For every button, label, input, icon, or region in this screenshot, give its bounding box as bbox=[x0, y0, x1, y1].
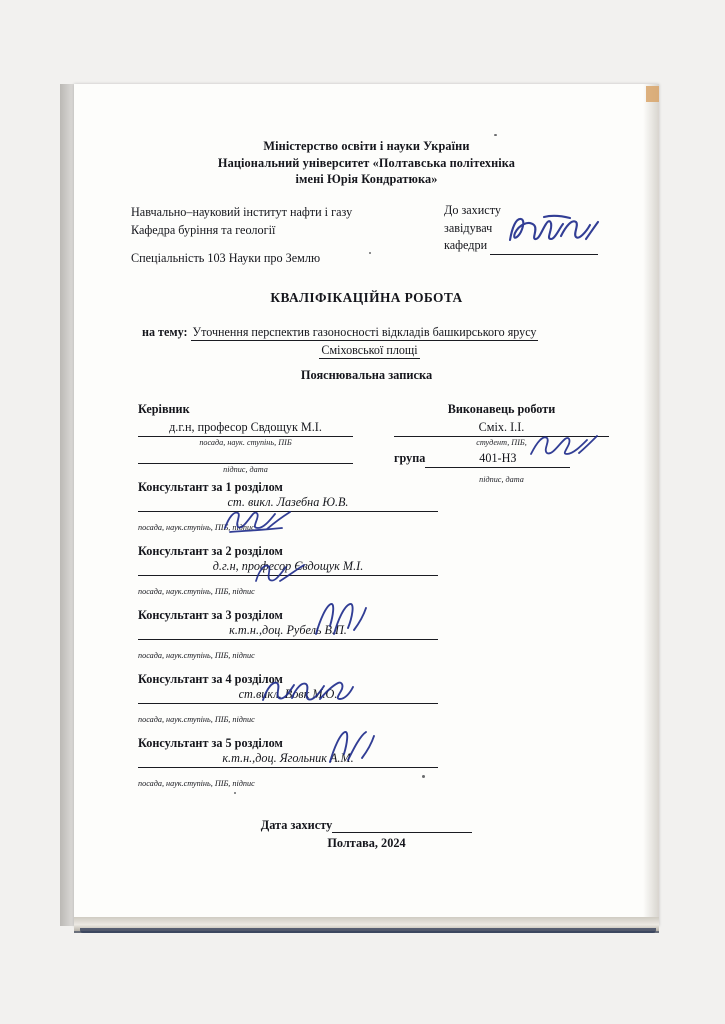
topic-label: на тему: bbox=[142, 325, 188, 339]
consultant-4-heading: Консультант за 4 розділом bbox=[138, 672, 283, 686]
consultant-1-caption: посада, наук.ступінь, ПІБ, підпис bbox=[138, 523, 255, 532]
consultant-5-heading: Консультант за 5 розділом bbox=[138, 736, 283, 750]
approval-signature-line bbox=[490, 241, 598, 255]
header-line-1: Міністерство освіти і науки України bbox=[263, 139, 470, 153]
performer-group-row bbox=[394, 451, 609, 468]
defense-date-label: Дата захисту bbox=[260, 818, 333, 832]
scan-speck bbox=[234, 792, 236, 794]
consultant-2-heading: Консультант за 2 розділом bbox=[138, 544, 283, 558]
document-subtitle: Пояснювальна записка bbox=[300, 368, 433, 382]
supervisor-caption: посада, наук. ступінь, ПІБ bbox=[199, 438, 292, 447]
scan-speck bbox=[422, 775, 425, 778]
speciality-line: Спеціальність 103 Науки про Землю bbox=[131, 251, 321, 265]
performer-caption: студент, ПІБ, bbox=[476, 438, 527, 447]
document-page bbox=[74, 84, 659, 926]
performer-group-value: 401-НЗ bbox=[425, 451, 570, 468]
topic-line-2-wrap bbox=[142, 342, 597, 359]
performer-heading: Виконавець роботи bbox=[447, 402, 556, 416]
supervisor-value: д.г.н, професор Свдощук М.І. bbox=[138, 420, 353, 437]
page-corner-tab bbox=[646, 86, 659, 102]
institute-line: Навчально–науковий інститут нафти і газу bbox=[131, 205, 353, 219]
ministry-header bbox=[74, 138, 659, 188]
department-line: Кафедра буріння та геології bbox=[131, 223, 276, 237]
binding-strip bbox=[80, 928, 656, 933]
topic-line-2: Сміховської площі bbox=[321, 343, 418, 357]
consultant-item-3 bbox=[138, 608, 438, 660]
consultant-5-caption: посада, наук.ступінь, ПІБ, підпис bbox=[138, 779, 255, 788]
consultant-5-value: к.т.н.,доц. Ягольник А.М. bbox=[138, 751, 438, 768]
topic-block bbox=[142, 324, 597, 359]
defense-date-line bbox=[332, 819, 472, 833]
consultant-1-heading: Консультант за 1 розділом bbox=[138, 480, 283, 494]
scan-speck bbox=[369, 252, 371, 254]
city-year: Полтава, 2024 bbox=[327, 836, 406, 850]
performer-block bbox=[394, 402, 609, 484]
performer-caption-2: підпис, дата bbox=[479, 475, 524, 484]
approval-line-3: кафедри bbox=[444, 238, 488, 252]
page-title: КВАЛІФІКАЦІЙНА РОБОТА bbox=[270, 290, 463, 305]
consultant-2-value: д.г.н, професор Євдощук М.І. bbox=[138, 559, 438, 576]
consultant-3-heading: Консультант за 3 розділом bbox=[138, 608, 283, 622]
document-content bbox=[74, 84, 659, 926]
approval-block bbox=[444, 202, 598, 255]
consultant-4-value: ст.викл. Вовк М.О. bbox=[138, 687, 438, 704]
supervisor-caption-2: підпис, дата bbox=[223, 465, 268, 474]
consultant-item-1 bbox=[138, 480, 438, 532]
consultants-list bbox=[138, 480, 438, 800]
supervisor-heading: Керівник bbox=[138, 402, 190, 416]
consultant-3-caption: посада, наук.ступінь, ПІБ, підпис bbox=[138, 651, 255, 660]
consultant-2-caption: посада, наук.ступінь, ПІБ, підпис bbox=[138, 587, 255, 596]
consultant-4-caption: посада, наук.ступінь, ПІБ, підпис bbox=[138, 715, 255, 724]
header-line-2: Національний університет «Полтавська політехніка bbox=[217, 155, 516, 170]
supervisor-signature-line bbox=[138, 449, 353, 464]
consultant-item-2 bbox=[138, 544, 438, 596]
approval-line-2: завідувач bbox=[444, 220, 493, 235]
supervisor-block bbox=[138, 402, 353, 474]
scan-speck bbox=[494, 134, 497, 136]
approval-line-1: До захисту bbox=[444, 203, 501, 217]
consultant-1-value: ст. викл. Лазебна Ю.В. bbox=[138, 495, 438, 512]
consultant-item-5 bbox=[138, 736, 438, 788]
consultant-3-value: к.т.н.,доц. Рубель В.П. bbox=[138, 623, 438, 640]
consultant-item-4 bbox=[138, 672, 438, 724]
institute-block bbox=[131, 203, 352, 239]
defense-date-row bbox=[74, 818, 659, 833]
performer-value: Сміх. І.І. bbox=[394, 420, 609, 437]
header-line-3: імені Юрія Кондратюка» bbox=[295, 172, 438, 186]
performer-group-label: група bbox=[394, 451, 426, 465]
topic-line-1: Уточнення перспектив газоносності відкладів башкирського ярусу bbox=[192, 325, 537, 339]
